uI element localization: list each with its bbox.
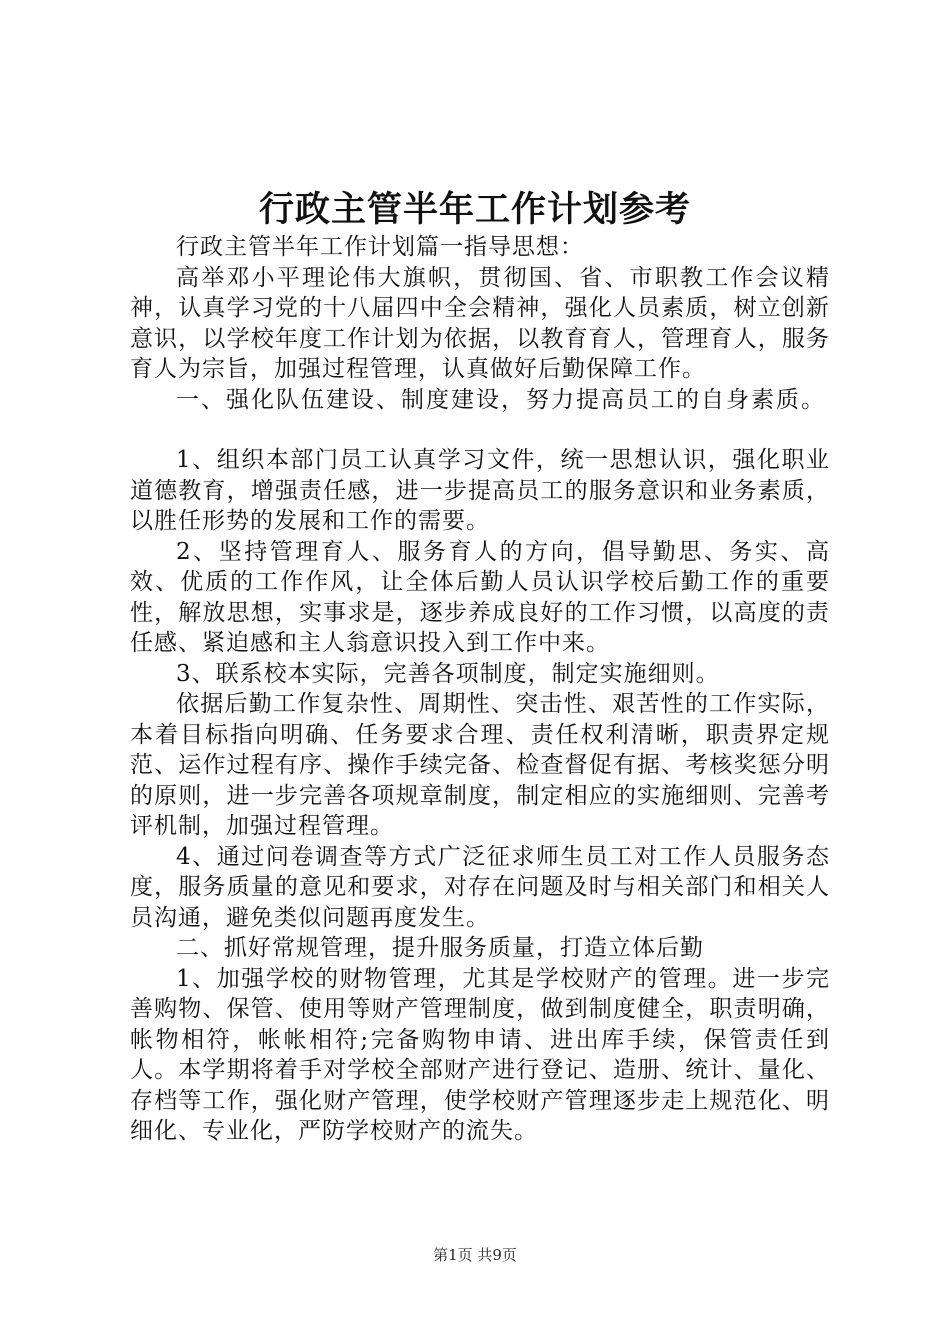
paragraph-intro: 行政主管半年工作计划篇一指导思想： [176,234,584,260]
paragraph-item-4: 4、通过问卷调查等方式广泛征求师生员工对工作人员服务态度，服务质量的意见和要求，对存在问题及时与相关部门和相关人员沟通，避免类似问题再度发生。 [130,843,830,931]
paragraph-item-3-detail: 依据后勤工作复杂性、周期性、突击性、艰苦性的工作实际，本着目标指向明确、任务要求合理、责任权利清晰，职责界定规范、运作过程有序、操作手续完备、检查督促有据、考核奖惩分明的原则，进一步完善各项规章制度，制定相应的实施细则、完善考评机制，加强过程管理。 [130,691,830,839]
document-title: 行政主管半年工作计划参考 [258,189,691,230]
paragraph-item-3: 3、联系校本实际，完善各项制度，制定实施细则。 [176,660,720,687]
paragraph-section-2-item-1: 1、加强学校的财物管理，尤其是学校财产的管理。进一步完善购物、保管、使用等财产管理制度，做到制度健全，职责明确，帐物相符，帐帐相符;完备购物申请、进出库手续，保管责任到人。本学期将着手对学校全部财产进行登记、造册、统计、量化、存档等工作，强化财产管理，使学校财产管理逐步走上规范化、明细化、专业化，严防学校财产的流失。 [130,965,830,1144]
document-body [130,232,830,1147]
section-heading-1: 一、强化队伍建设、制度建设，努力提高员工的自身素质。 [176,386,826,413]
paragraph-item-1: 1、组织本部门员工认真学习文件，统一思想认识，强化职业道德教育，增强责任感，进一步提高员工的服务意识和业务素质，以胜任形势的发展和工作的需要。 [130,447,830,534]
paragraph-guiding-thought: 高举邓小平理论伟大旗帜，贯彻国、省、市职教工作会议精神，认真学习党的十八届四中全会精神，强化人员素质，树立创新意识，以学校年度工作计划为依据，以教育育人，管理育人，服务育人为宗旨，加强过程管理，认真做好后勤保障工作。 [130,264,830,382]
section-heading-2: 二、抓好常规管理，提升服务质量，打造立体后勤 [176,935,704,961]
page-number-footer: 第1页 共9页 [433,1246,517,1264]
paragraph-item-2: 2、坚持管理育人、服务育人的方向，倡导勤思、务实、高效、优质的工作作风，让全体后勤人员认识学校后勤工作的重要性，解放思想，实事求是，逐步养成良好的工作习惯，以高度的责任感、紧迫感和主人翁意识投入到工作中来。 [130,538,830,656]
